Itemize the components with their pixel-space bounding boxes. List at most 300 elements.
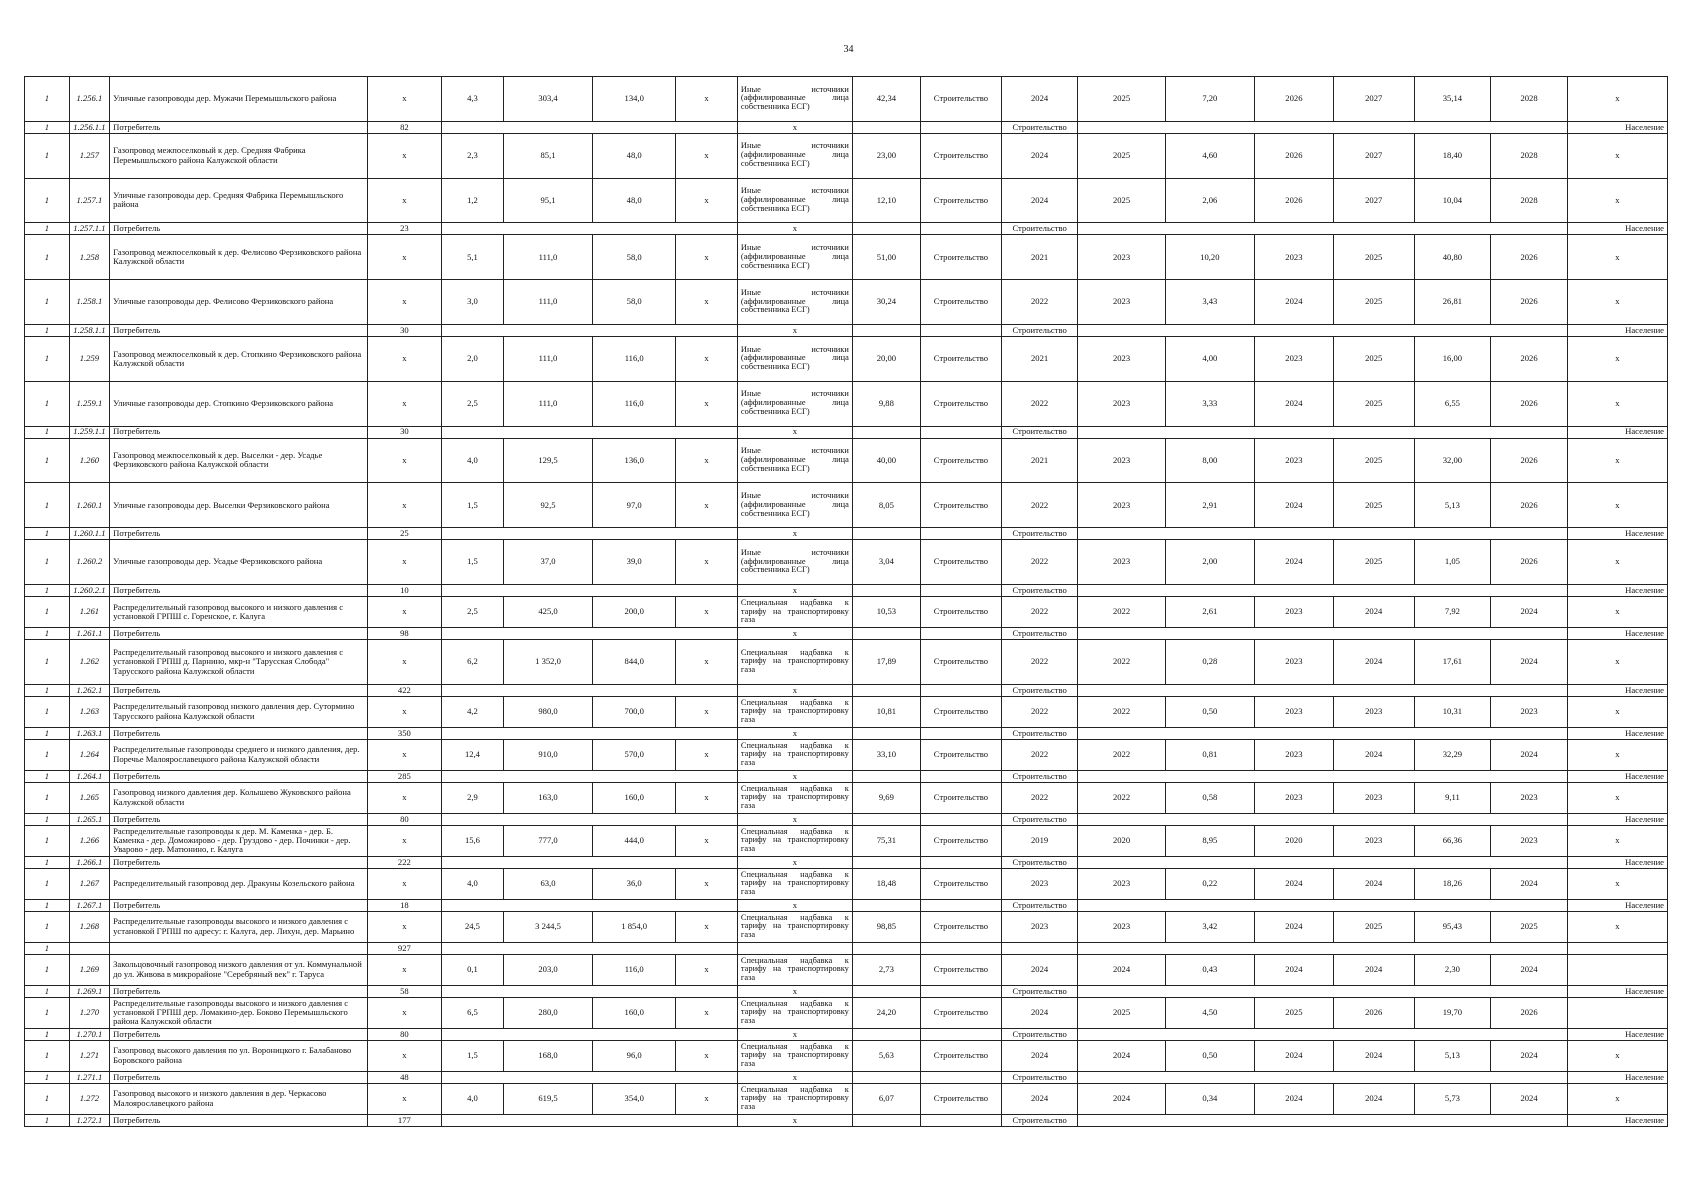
work-type: Строительство — [1001, 324, 1078, 336]
object-name: Распределительные газопроводы высокого и низкого давления с установкой ГРПШ по адресу: г. Калуга, дер. Лихун, дер. Марьино — [110, 911, 368, 942]
row-number: 1 — [25, 584, 70, 596]
length-value: 1,5 — [442, 540, 504, 585]
col-x: x — [737, 899, 852, 911]
row-number: 1 — [25, 899, 70, 911]
table-row — [25, 825, 1668, 856]
value-7: 570,0 — [593, 739, 676, 770]
empty-cell — [852, 813, 920, 825]
consumer-count: 23 — [367, 223, 441, 235]
consumer-count: 177 — [367, 1114, 441, 1126]
row-code: 1.260.2 — [69, 540, 109, 585]
row-code: 1.271 — [69, 1040, 109, 1071]
value-6: 425,0 — [503, 596, 592, 627]
amount: 2,06 — [1165, 178, 1254, 223]
consumer-count: 98 — [367, 627, 441, 639]
empty-cell — [442, 1114, 738, 1126]
col-x: x — [676, 280, 738, 325]
amount: 7,20 — [1165, 77, 1254, 122]
year-3: 2024 — [1255, 483, 1334, 528]
row-number: 1 — [25, 868, 70, 899]
col-x: x — [737, 813, 852, 825]
start-year: 2024 — [1001, 178, 1078, 223]
row-number: 1 — [25, 942, 70, 954]
consumer-code: 1.270.1 — [69, 1028, 109, 1040]
row-number: 1 — [25, 639, 70, 684]
work-type: Строительство — [920, 336, 1001, 381]
year-5: 2026 — [1491, 483, 1568, 528]
value-7: 58,0 — [593, 280, 676, 325]
row-code: 1.260.1 — [69, 483, 109, 528]
year-5: 2024 — [1491, 1040, 1568, 1071]
empty-cell — [442, 121, 738, 133]
funding-source: Иные источники (аффилированные лица собственника ЕСГ) — [737, 178, 852, 223]
consumer-row — [25, 584, 1668, 596]
consumer-code — [69, 942, 109, 954]
col-x: x — [676, 696, 738, 727]
table-row — [25, 133, 1668, 178]
row-number: 1 — [25, 381, 70, 426]
year-4: 2024 — [1333, 868, 1414, 899]
object-name: Газопровод низкого давления дер. Колышево Жуковского района Калужской области — [110, 782, 368, 813]
value-6: 92,5 — [503, 483, 592, 528]
work-type: Строительство — [920, 280, 1001, 325]
row-code: 1.258.1 — [69, 280, 109, 325]
consumer-category: Население — [1567, 770, 1667, 782]
consumer-label: Потребитель — [110, 584, 368, 596]
object-name: Распределительные газопроводы к дер. М. Каменка - дер. Б. Каменка - дер. Доможирово - дер. Груздово - дер. Починки - дер. Уварово - дер. Матюнино, г. Калуга — [110, 825, 368, 856]
row-number: 1 — [25, 438, 70, 483]
value-6: 168,0 — [503, 1040, 592, 1071]
consumer-category: Население — [1567, 727, 1667, 739]
value-6: 129,5 — [503, 438, 592, 483]
work-type: Строительство — [920, 696, 1001, 727]
work-type: Строительство — [1001, 528, 1078, 540]
funding-source: Иные источники (аффилированные лица собственника ЕСГ) — [737, 336, 852, 381]
start-year: 2022 — [1001, 696, 1078, 727]
empty-cell — [442, 584, 738, 596]
empty-cell — [1078, 813, 1567, 825]
funding-source: Иные источники (аффилированные лица собственника ЕСГ) — [737, 540, 852, 585]
value-7: 116,0 — [593, 336, 676, 381]
row-number: 1 — [25, 1114, 70, 1126]
col-x: x — [367, 825, 441, 856]
amount-2: 10,31 — [1414, 696, 1491, 727]
work-type: Строительство — [920, 911, 1001, 942]
object-name: Газопровод высокого давления по ул. Вороницкого г. Балабаново Боровского района — [110, 1040, 368, 1071]
value-7: 116,0 — [593, 381, 676, 426]
length-value: 2,0 — [442, 336, 504, 381]
empty-cell — [920, 684, 1001, 696]
value-6: 910,0 — [503, 739, 592, 770]
value-7: 36,0 — [593, 868, 676, 899]
year-4: 2024 — [1333, 954, 1414, 985]
length-value: 1,2 — [442, 178, 504, 223]
funding-source: Иные источники (аффилированные лица собственника ЕСГ) — [737, 381, 852, 426]
col-x: x — [367, 1083, 441, 1114]
amount-2: 16,00 — [1414, 336, 1491, 381]
table-row — [25, 1040, 1668, 1071]
empty-cell — [1078, 770, 1567, 782]
table-row — [25, 997, 1668, 1028]
row-code: 1.264 — [69, 739, 109, 770]
empty-cell — [852, 528, 920, 540]
object-name: Распределительный газопровод высокого и низкого давления с установкой ГРПШ с. Горенское, г. Калуга — [110, 596, 368, 627]
year-5: 2026 — [1491, 235, 1568, 280]
last-mark — [1567, 954, 1667, 985]
col-x: x — [737, 856, 852, 868]
amount: 0,22 — [1165, 868, 1254, 899]
col-x: x — [367, 540, 441, 585]
row-code: 1.270 — [69, 997, 109, 1028]
empty-cell — [442, 1028, 738, 1040]
work-type: Строительство — [920, 825, 1001, 856]
amount-2: 7,92 — [1414, 596, 1491, 627]
consumer-category: Население — [1567, 324, 1667, 336]
consumer-category: Население — [1567, 1028, 1667, 1040]
work-type: Строительство — [1001, 856, 1078, 868]
row-number: 1 — [25, 911, 70, 942]
start-year: 2024 — [1001, 77, 1078, 122]
year-4: 2023 — [1333, 825, 1414, 856]
year-3: 2024 — [1255, 868, 1334, 899]
table-row — [25, 639, 1668, 684]
consumer-label: Потребитель — [110, 727, 368, 739]
value-7: 48,0 — [593, 178, 676, 223]
funding-source: Иные источники (аффилированные лица собственника ЕСГ) — [737, 77, 852, 122]
col-x: x — [676, 825, 738, 856]
col-x: x — [367, 868, 441, 899]
col-x: x — [367, 178, 441, 223]
value-6: 980,0 — [503, 696, 592, 727]
empty-cell — [920, 813, 1001, 825]
object-name: Газопровод высокого и низкого давления в дер. Черкасово Малоярославецкого района — [110, 1083, 368, 1114]
col-x: x — [676, 381, 738, 426]
funding-source: Специальная надбавка к тарифу на транспортировку газа — [737, 911, 852, 942]
amount: 4,00 — [1165, 336, 1254, 381]
cost-value: 5,63 — [852, 1040, 920, 1071]
col-x: x — [367, 639, 441, 684]
work-type: Строительство — [1001, 770, 1078, 782]
amount: 0,58 — [1165, 782, 1254, 813]
consumer-row — [25, 770, 1668, 782]
year-3: 2024 — [1255, 1040, 1334, 1071]
empty-cell — [920, 1071, 1001, 1083]
end-year: 2023 — [1078, 483, 1165, 528]
object-name: Газопровод межпоселковый к дер. Стопкино Ферзиковского района Калужской области — [110, 336, 368, 381]
row-code: 1.259 — [69, 336, 109, 381]
length-value: 1,5 — [442, 483, 504, 528]
work-type: Строительство — [1001, 1028, 1078, 1040]
work-type: Строительство — [920, 868, 1001, 899]
amount-2: 95,43 — [1414, 911, 1491, 942]
cost-value: 18,48 — [852, 868, 920, 899]
row-number: 1 — [25, 997, 70, 1028]
year-5: 2025 — [1491, 911, 1568, 942]
value-6: 63,0 — [503, 868, 592, 899]
consumer-category: Население — [1567, 426, 1667, 438]
year-5: 2028 — [1491, 133, 1568, 178]
work-type: Строительство — [1001, 627, 1078, 639]
work-type: Строительство — [920, 178, 1001, 223]
value-7: 200,0 — [593, 596, 676, 627]
consumer-count: 48 — [367, 1071, 441, 1083]
start-year: 2023 — [1001, 868, 1078, 899]
last-mark: x — [1567, 696, 1667, 727]
length-value: 4,3 — [442, 77, 504, 122]
length-value: 2,5 — [442, 381, 504, 426]
cost-value: 98,85 — [852, 911, 920, 942]
empty-cell — [920, 770, 1001, 782]
row-number: 1 — [25, 770, 70, 782]
empty-cell — [852, 1071, 920, 1083]
object-name: Распределительный газопровод высокого и низкого давления с установкой ГРПШ д. Парнино, мкр-н "Тарусская Слобода" Тарусского района Калужской области — [110, 639, 368, 684]
end-year: 2022 — [1078, 782, 1165, 813]
row-code: 1.262 — [69, 639, 109, 684]
amount: 2,00 — [1165, 540, 1254, 585]
value-6: 111,0 — [503, 381, 592, 426]
col-x: x — [737, 684, 852, 696]
consumer-label: Потребитель — [110, 856, 368, 868]
row-code: 1.260 — [69, 438, 109, 483]
funding-source: Специальная надбавка к тарифу на транспортировку газа — [737, 954, 852, 985]
row-number: 1 — [25, 528, 70, 540]
value-6: 111,0 — [503, 336, 592, 381]
work-type: Строительство — [920, 1040, 1001, 1071]
value-7: 354,0 — [593, 1083, 676, 1114]
consumer-code: 1.257.1.1 — [69, 223, 109, 235]
work-type: Строительство — [1001, 426, 1078, 438]
funding-source: Иные источники (аффилированные лица собственника ЕСГ) — [737, 438, 852, 483]
work-type: Строительство — [920, 739, 1001, 770]
consumer-category: Население — [1567, 528, 1667, 540]
empty-cell — [920, 985, 1001, 997]
cost-value: 9,88 — [852, 381, 920, 426]
empty-cell — [1078, 899, 1567, 911]
amount: 3,42 — [1165, 911, 1254, 942]
consumer-row — [25, 121, 1668, 133]
value-6: 203,0 — [503, 954, 592, 985]
row-number: 1 — [25, 1028, 70, 1040]
row-number: 1 — [25, 121, 70, 133]
object-name: Уличные газопроводы дер. Мужачи Перемышльского района — [110, 77, 368, 122]
empty-cell — [442, 985, 738, 997]
year-3: 2024 — [1255, 280, 1334, 325]
length-value: 2,9 — [442, 782, 504, 813]
table-row — [25, 235, 1668, 280]
consumer-category: Население — [1567, 899, 1667, 911]
empty-cell — [1078, 584, 1567, 596]
row-code: 1.259.1 — [69, 381, 109, 426]
year-5: 2026 — [1491, 381, 1568, 426]
work-type: Строительство — [920, 133, 1001, 178]
row-number: 1 — [25, 324, 70, 336]
row-code: 1.265 — [69, 782, 109, 813]
empty-cell — [852, 1028, 920, 1040]
consumer-row — [25, 426, 1668, 438]
empty-cell — [920, 899, 1001, 911]
row-number: 1 — [25, 1083, 70, 1114]
col-x: x — [676, 639, 738, 684]
col-x: x — [676, 540, 738, 585]
consumer-label: Потребитель — [110, 324, 368, 336]
consumer-count: 422 — [367, 684, 441, 696]
year-4: 2027 — [1333, 178, 1414, 223]
work-type: Строительство — [920, 438, 1001, 483]
amount-2: 32,29 — [1414, 739, 1491, 770]
row-code: 1.258 — [69, 235, 109, 280]
start-year: 2024 — [1001, 954, 1078, 985]
value-6: 1 352,0 — [503, 639, 592, 684]
amount-2: 26,81 — [1414, 280, 1491, 325]
year-4: 2024 — [1333, 1083, 1414, 1114]
empty-cell — [852, 985, 920, 997]
consumer-row — [25, 528, 1668, 540]
cost-value: 75,31 — [852, 825, 920, 856]
length-value: 12,4 — [442, 739, 504, 770]
col-x: x — [367, 381, 441, 426]
start-year: 2024 — [1001, 133, 1078, 178]
empty-cell — [852, 942, 920, 954]
empty-cell — [920, 727, 1001, 739]
consumer-row — [25, 899, 1668, 911]
consumer-category: Население — [1567, 1114, 1667, 1126]
start-year: 2021 — [1001, 336, 1078, 381]
consumer-code: 1.260.1.1 — [69, 528, 109, 540]
year-4: 2026 — [1333, 997, 1414, 1028]
year-5: 2024 — [1491, 639, 1568, 684]
year-5: 2028 — [1491, 178, 1568, 223]
funding-source: Специальная надбавка к тарифу на транспортировку газа — [737, 868, 852, 899]
row-number: 1 — [25, 825, 70, 856]
empty-cell — [1078, 1071, 1567, 1083]
col-x: x — [676, 782, 738, 813]
year-4: 2025 — [1333, 235, 1414, 280]
consumer-count: 30 — [367, 324, 441, 336]
last-mark: x — [1567, 1083, 1667, 1114]
col-x: x — [737, 1028, 852, 1040]
col-x: x — [737, 727, 852, 739]
year-4: 2024 — [1333, 739, 1414, 770]
length-value: 24,5 — [442, 911, 504, 942]
cost-value: 2,73 — [852, 954, 920, 985]
object-name: Распределительные газопроводы высокого и низкого давления с установкой ГРПШ дер. Ломакино-дер. Боково Перемышльского района Калужской области — [110, 997, 368, 1028]
value-7: 136,0 — [593, 438, 676, 483]
empty-cell — [1078, 1028, 1567, 1040]
col-x: x — [676, 596, 738, 627]
length-value: 0,1 — [442, 954, 504, 985]
empty-cell — [442, 942, 738, 954]
row-code: 1.268 — [69, 911, 109, 942]
year-5: 2023 — [1491, 782, 1568, 813]
consumer-count: 80 — [367, 1028, 441, 1040]
last-mark: x — [1567, 235, 1667, 280]
col-x: x — [676, 954, 738, 985]
col-x: x — [367, 954, 441, 985]
empty-cell — [920, 223, 1001, 235]
end-year: 2023 — [1078, 911, 1165, 942]
end-year: 2024 — [1078, 1040, 1165, 1071]
consumer-count: 82 — [367, 121, 441, 133]
value-6: 85,1 — [503, 133, 592, 178]
table-row — [25, 739, 1668, 770]
start-year: 2022 — [1001, 639, 1078, 684]
col-x: x — [676, 1040, 738, 1071]
amount: 4,60 — [1165, 133, 1254, 178]
amount-2: 5,13 — [1414, 483, 1491, 528]
empty-cell — [920, 584, 1001, 596]
value-7: 134,0 — [593, 77, 676, 122]
end-year: 2025 — [1078, 77, 1165, 122]
amount-2: 2,30 — [1414, 954, 1491, 985]
object-name: Газопровод межпоселковый к дер. Фелисово Ферзиковского района Калужской области — [110, 235, 368, 280]
empty-cell — [920, 324, 1001, 336]
col-x: x — [367, 739, 441, 770]
col-x: x — [737, 770, 852, 782]
consumer-code: 1.265.1 — [69, 813, 109, 825]
year-3: 2023 — [1255, 739, 1334, 770]
funding-source: Специальная надбавка к тарифу на транспортировку газа — [737, 997, 852, 1028]
consumer-label: Потребитель — [110, 1028, 368, 1040]
row-number: 1 — [25, 235, 70, 280]
object-name: Закольцовочный газопровод низкого давления от ул. Коммунальной до ул. Живова в микрорайоне "Серебряный век" г. Таруса — [110, 954, 368, 985]
last-mark: x — [1567, 280, 1667, 325]
work-type: Строительство — [920, 639, 1001, 684]
investment-table — [24, 76, 1668, 1127]
row-code: 1.266 — [69, 825, 109, 856]
cost-value: 9,69 — [852, 782, 920, 813]
empty-cell — [852, 584, 920, 596]
work-type: Строительство — [920, 77, 1001, 122]
year-5: 2024 — [1491, 1083, 1568, 1114]
col-x: x — [676, 438, 738, 483]
table-row — [25, 381, 1668, 426]
empty-cell — [1078, 684, 1567, 696]
consumer-category: Население — [1567, 584, 1667, 596]
value-7: 444,0 — [593, 825, 676, 856]
value-6: 303,4 — [503, 77, 592, 122]
year-3: 2023 — [1255, 336, 1334, 381]
consumer-category: Население — [1567, 1071, 1667, 1083]
year-4: 2024 — [1333, 596, 1414, 627]
last-mark: x — [1567, 133, 1667, 178]
consumer-label: Потребитель — [110, 121, 368, 133]
col-x: x — [367, 133, 441, 178]
consumer-label: Потребитель — [110, 223, 368, 235]
col-x: x — [367, 911, 441, 942]
row-number: 1 — [25, 856, 70, 868]
empty-cell — [442, 856, 738, 868]
funding-source: Специальная надбавка к тарифу на транспортировку газа — [737, 1040, 852, 1071]
consumer-label: Потребитель — [110, 770, 368, 782]
empty-cell — [852, 627, 920, 639]
amount-2: 18,40 — [1414, 133, 1491, 178]
cost-value: 24,20 — [852, 997, 920, 1028]
amount: 2,61 — [1165, 596, 1254, 627]
end-year: 2022 — [1078, 696, 1165, 727]
table-row — [25, 483, 1668, 528]
value-7: 48,0 — [593, 133, 676, 178]
empty-cell — [442, 899, 738, 911]
row-number: 1 — [25, 1040, 70, 1071]
length-value: 2,5 — [442, 596, 504, 627]
year-4: 2024 — [1333, 639, 1414, 684]
consumer-label: Потребитель — [110, 1114, 368, 1126]
row-number: 1 — [25, 627, 70, 639]
row-number: 1 — [25, 1071, 70, 1083]
col-x: x — [676, 868, 738, 899]
start-year: 2024 — [1001, 1083, 1078, 1114]
year-5: 2026 — [1491, 336, 1568, 381]
